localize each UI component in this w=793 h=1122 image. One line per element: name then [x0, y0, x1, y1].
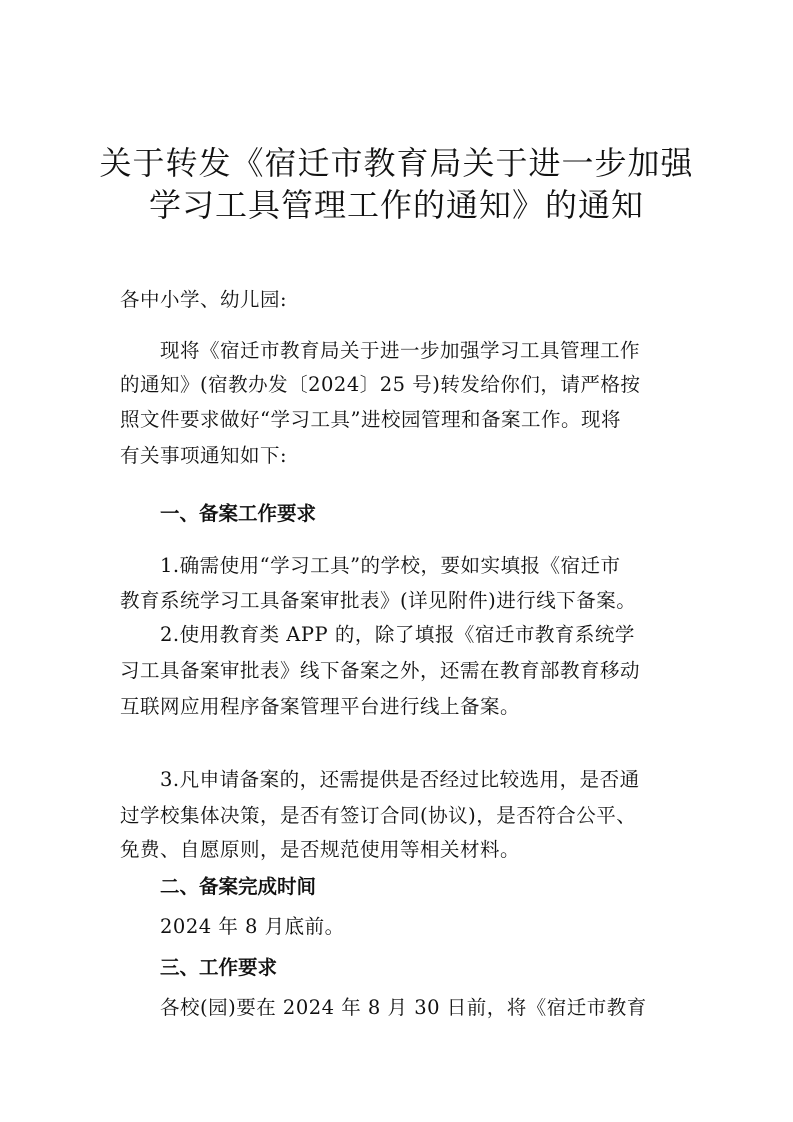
intro-line: 照文件要求做好“学习工具”进校园管理和备案工作。现将	[120, 408, 621, 431]
document-title-line-2: 学习工具管理工作的通知》的通知	[148, 186, 644, 224]
intro-line: 有关事项通知如下:	[120, 444, 288, 467]
section-1-item-1-line: 教育系统学习工具备案审批表》(详见附件)进行线下备案。	[120, 589, 637, 612]
section-2-text: 2024 年 8 月底前。	[160, 915, 345, 938]
section-1-item-3-line: 过学校集体决策，是否有签订合同(协议)，是否符合公平、	[120, 804, 637, 827]
section-3-text: 各校(园)要在 2024 年 8 月 30 日前，将《宿迁市教育	[160, 996, 647, 1019]
section-1-item-2-line: 习工具备案审批表》线下备案之外，还需在教育部教育移动	[120, 659, 641, 682]
document-title-line-1: 关于转发《宿迁市教育局关于进一步加强	[99, 144, 694, 182]
section-3-heading: 三、工作要求	[160, 956, 278, 979]
salutation: 各中小学、幼儿园:	[120, 288, 288, 311]
section-1-item-2-line: 互联网应用程序备案管理平台进行线上备案。	[120, 695, 521, 718]
section-1-item-1-line: 1.确需使用“学习工具”的学校，要如实填报《宿迁市	[160, 554, 621, 577]
section-1-item-3-line: 3.凡申请备案的，还需提供是否经过比较选用，是否通	[160, 768, 640, 791]
section-1-item-3-line: 免费、自愿原则，是否规范使用等相关材料。	[120, 838, 521, 861]
section-1-heading: 一、备案工作要求	[160, 502, 317, 525]
intro-line: 的通知》(宿教办发〔2024〕25 号)转发给你们，请严格按	[120, 373, 641, 396]
section-1-item-2-line: 2.使用教育类 APP 的，除了填报《宿迁市教育系统学	[160, 623, 635, 646]
intro-line: 现将《宿迁市教育局关于进一步加强学习工具管理工作	[160, 339, 641, 362]
section-2-heading: 二、备案完成时间	[160, 875, 317, 898]
